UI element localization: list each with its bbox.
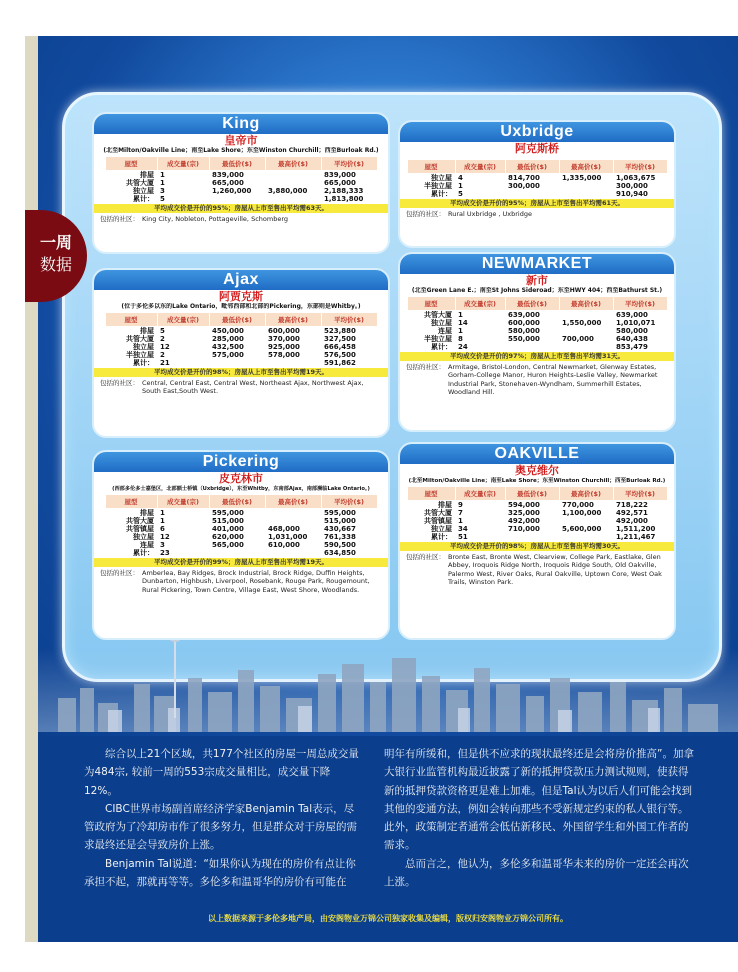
table-cell: 独立屋: [133, 533, 154, 541]
table-cell: 1: [458, 327, 463, 335]
table-cell: [559, 311, 613, 320]
table-cell: 594,000: [508, 501, 540, 509]
table-cell: [559, 343, 613, 351]
card-cn-title: 阿克斯桥: [515, 142, 559, 155]
table-cell: 51: [458, 533, 468, 541]
table-cell: 2: [160, 335, 165, 343]
table-cell: 14: [458, 319, 468, 327]
table-cell: [265, 171, 321, 180]
card-title: NEWMARKET: [400, 254, 674, 274]
table-row: [105, 525, 377, 533]
table-cell: 639,000: [616, 311, 648, 319]
communities-text: Amberlea, Bay Ridges, Brock Industrial, Brock Ridge, Duffin Heights, Dunbarton, Highbush, Liverpool, Rosebank, Rouge Park, Rougemount, Rural Pickering, Town Centre, Village East, West Shore, Woodlands.: [142, 569, 370, 594]
table-cell: 24: [458, 343, 468, 351]
table-row: [105, 343, 377, 351]
table-cell: 430,667: [324, 525, 356, 533]
table-cell: 492,000: [508, 517, 540, 525]
table-cell: [265, 195, 321, 203]
table-cell: 1,260,000: [212, 187, 252, 195]
col-header: 屋型: [105, 495, 157, 509]
table-row: [407, 343, 667, 351]
table-cell: 620,000: [212, 533, 244, 541]
communities: [400, 551, 674, 586]
table-row: [407, 174, 667, 183]
col-header: 屋型: [105, 313, 157, 327]
table-cell: 累计：: [431, 190, 452, 198]
table-cell: 23: [160, 549, 170, 557]
tab-line2: 数据: [39, 255, 72, 274]
table-cell: 34: [458, 525, 468, 533]
table-cell: 710,000: [508, 525, 540, 533]
table-cell: [559, 190, 613, 198]
card-title: Ajax: [94, 270, 388, 290]
table-cell: 300,000: [508, 182, 540, 190]
card-newmarket: [398, 252, 676, 432]
col-header: 最低价($): [505, 487, 559, 501]
average-note: 平均成交价是开价的98%；房屋从上市至售出平均需19天。: [94, 368, 388, 377]
table-cell: [559, 533, 613, 541]
table-cell: 580,000: [616, 327, 648, 335]
col-header: 最低价($): [505, 160, 559, 174]
table-cell: 1: [160, 509, 165, 517]
city-skyline-image: [38, 648, 738, 732]
table-cell: [265, 509, 321, 518]
table-cell: 666,458: [324, 343, 356, 351]
table-cell: 1: [160, 171, 165, 179]
table-cell: 370,000: [268, 335, 300, 343]
col-header: 成交量(宗): [455, 297, 505, 311]
communities-label: 包括的社区：: [406, 210, 445, 218]
card-ajax: [92, 268, 390, 438]
table-cell: 300,000: [616, 182, 648, 190]
table-cell: 独立屋: [133, 187, 154, 195]
table-row: [407, 517, 667, 525]
col-header: 最低价($): [209, 495, 265, 509]
table-cell: 580,000: [508, 327, 540, 335]
table-row: [105, 195, 377, 203]
table-cell: 4: [458, 174, 463, 182]
table-cell: 独立屋: [133, 343, 154, 351]
table-row: [407, 311, 667, 320]
table-cell: 共管镇屋: [424, 517, 452, 525]
card-uxbridge: [398, 120, 676, 248]
table-cell: 12: [160, 533, 170, 541]
table-cell: [209, 195, 265, 203]
table-row: [407, 327, 667, 335]
table-cell: 3,880,000: [268, 187, 308, 195]
table-cell: 1: [458, 182, 463, 190]
table-cell: 595,000: [212, 509, 244, 517]
table-cell: 432,500: [212, 343, 244, 351]
col-header: 成交量(宗): [157, 495, 209, 509]
card-pickering: [92, 450, 390, 640]
article-column-right: [384, 745, 696, 891]
table-row: [407, 190, 667, 198]
table-cell: 累计：: [431, 343, 452, 351]
table-cell: 共管大厦: [126, 517, 154, 525]
card-title: King: [94, 114, 388, 134]
col-header: 平均价($): [613, 297, 667, 311]
table-cell: 1: [160, 179, 165, 187]
table-row: [105, 533, 377, 541]
card-title: OAKVILLE: [400, 444, 674, 464]
table-cell: 665,000: [324, 179, 356, 187]
table-cell: 1,550,000: [562, 319, 602, 327]
col-header: 最高价($): [265, 495, 321, 509]
table-cell: 515,000: [212, 517, 244, 525]
table-row: [105, 549, 377, 557]
average-note: 平均成交价是开价的97%；房屋从上市至售出平均需31天。: [400, 352, 674, 361]
card-cn-title: 阿贾克斯: [219, 290, 263, 303]
table-row: [105, 327, 377, 336]
table-row: [407, 533, 667, 541]
average-note: 平均成交价是开价的99%；房屋从上市至售出平均需19天。: [94, 558, 388, 567]
card-subtitle: (北至Milton/Oakville Line；南至Lake Shore；东至Winston Churchill；西至Burloak Rd.): [408, 478, 666, 484]
table-cell: 285,000: [212, 335, 244, 343]
paragraph: Benjamin Tal说道：“如果你认为现在的房价有点让你承担不起，那就再等等。多伦多和温哥华的房价有可能在: [84, 857, 356, 889]
table-cell: 576,500: [324, 351, 356, 359]
table-cell: [505, 343, 559, 351]
average-note: 平均成交价是开价的98%；房屋从上市至售出平均需30天。: [400, 542, 674, 551]
table-cell: 515,000: [324, 517, 356, 525]
sales-table: [407, 486, 668, 541]
communities-text: King City, Nobleton, Pottageville, Schomberg: [142, 215, 289, 223]
table-cell: 2: [160, 351, 165, 359]
col-header: 最低价($): [505, 297, 559, 311]
communities-text: Bronte East, Bronte West, Clearview, College Park, Eastlake, Glen Abbey, Iroquois Ridge North, Iroquois Ridge South, Old Oakville, Palermo West, River Oaks, Rural Oakville, Uptown Core, West Oak Trails, Winston Park.: [448, 553, 662, 586]
average-note: 平均成交价是开价的95%；房屋从上市至售出平均需63天。: [94, 204, 388, 213]
col-header: 最低价($): [209, 313, 265, 327]
table-cell: 327,500: [324, 335, 356, 343]
paragraph: 综合以上21个区域，共177个社区的房屋一周总成交量为484宗, 较前一周的553宗成交量相比，成交量下降12%。: [84, 748, 359, 797]
table-cell: 5: [160, 195, 165, 203]
table-cell: 325,000: [508, 509, 540, 517]
table-cell: 401,000: [212, 525, 244, 533]
communities-label: 包括的社区：: [406, 363, 445, 371]
table-cell: 1,511,200: [616, 525, 656, 533]
table-cell: 590,500: [324, 541, 356, 549]
table-cell: [209, 359, 265, 367]
table-cell: 1: [458, 517, 463, 525]
table-cell: 1,211,467: [616, 533, 656, 541]
table-cell: 1: [458, 311, 463, 319]
table-cell: 7: [458, 509, 463, 517]
table-cell: 853,479: [616, 343, 648, 351]
table-cell: 523,880: [324, 327, 356, 335]
communities-label: 包括的社区：: [100, 379, 139, 387]
table-cell: 492,000: [616, 517, 648, 525]
card-king: [92, 112, 390, 254]
table-row: [105, 541, 377, 549]
sales-table: [105, 312, 378, 367]
table-cell: 610,000: [268, 541, 300, 549]
table-cell: 累计：: [133, 195, 154, 203]
communities: [94, 377, 388, 396]
col-header: 屋型: [407, 487, 455, 501]
col-header: 成交量(宗): [157, 157, 209, 171]
page-edge-strip: [25, 36, 38, 942]
communities-label: 包括的社区：: [406, 553, 445, 561]
table-cell: 600,000: [508, 319, 540, 327]
col-header: 平均价($): [321, 495, 377, 509]
col-header: 成交量(宗): [455, 487, 505, 501]
table-cell: 839,000: [212, 171, 244, 179]
table-row: [105, 179, 377, 187]
table-cell: 5: [160, 327, 165, 335]
col-header: 最高价($): [559, 160, 613, 174]
table-cell: 1,335,000: [562, 174, 602, 182]
table-cell: 共管大厦: [126, 335, 154, 343]
card-cn-title: 新市: [526, 274, 548, 287]
sales-table: [105, 494, 378, 557]
col-header: 平均价($): [613, 487, 667, 501]
col-header: 屋型: [407, 160, 455, 174]
table-cell: 独立屋: [431, 525, 452, 533]
table-cell: 640,438: [616, 335, 648, 343]
col-header: 最高价($): [265, 157, 321, 171]
table-row: [407, 501, 667, 510]
table-cell: 2,188,333: [324, 187, 364, 195]
sales-table: [407, 296, 668, 351]
communities-label: 包括的社区：: [100, 215, 139, 223]
table-cell: 492,571: [616, 509, 648, 517]
table-cell: 共管大厦: [126, 179, 154, 187]
table-row: [407, 319, 667, 327]
table-row: [105, 517, 377, 525]
paragraph: CIBC世界市场副首席经济学家Benjamin Tal表示，尽管政府为了冷却房市作了很多努力，但是群众对于房屋的需求最终还是会导致房价上涨。: [84, 802, 357, 852]
table-cell: 1,100,000: [562, 509, 602, 517]
table-cell: [505, 533, 559, 541]
col-header: 最高价($): [559, 487, 613, 501]
table-cell: 1,063,675: [616, 174, 656, 182]
table-cell: 639,000: [508, 311, 540, 319]
communities-text: Armitage, Bristol-London, Central Newmarket, Glenway Estates, Gorham-College Manor, Huron Heights-Leslie Valley, Newmarket Industrial Park, Stonehaven-Wyndham, Summerhill Estates, Woodland Hill.: [448, 363, 658, 396]
table-cell: 3: [160, 187, 165, 195]
communities: [400, 208, 674, 218]
table-cell: 565,000: [212, 541, 244, 549]
col-header: 最高价($): [265, 313, 321, 327]
col-header: 屋型: [105, 157, 157, 171]
table-cell: 600,000: [268, 327, 300, 335]
card-subtitle: (位于多伦多以东的Lake Ontario，毗邻西部和北部的Pickering，东部则是Whitby。): [121, 303, 361, 310]
table-cell: 累计：: [133, 359, 154, 367]
table-cell: 5,600,000: [562, 525, 602, 533]
communities: [400, 361, 674, 396]
average-note: 平均成交价是开价的95%；房屋从上市至售出平均需61天。: [400, 199, 674, 208]
table-cell: 5: [458, 190, 463, 198]
table-cell: 591,862: [324, 359, 356, 367]
table-cell: 半独立屋: [424, 335, 452, 343]
card-oakville: [398, 442, 676, 640]
source-footer: 以上数据来源于多伦多地产局，由安阁物业万锦公司独家收集及编辑，版权归安阁物业万锦公司所有。: [208, 914, 568, 923]
table-row: [407, 182, 667, 190]
table-cell: 排屋: [140, 327, 154, 335]
table-cell: 共管镇屋: [126, 525, 154, 533]
col-header: 平均价($): [321, 313, 377, 327]
table-cell: 排屋: [140, 509, 154, 517]
card-title: Uxbridge: [400, 122, 674, 142]
table-cell: 排屋: [140, 171, 154, 179]
table-cell: [265, 517, 321, 525]
table-cell: 761,338: [324, 533, 356, 541]
table-row: [407, 509, 667, 517]
col-header: 屋型: [407, 297, 455, 311]
table-cell: 独立屋: [431, 319, 452, 327]
table-row: [105, 509, 377, 518]
table-cell: 910,940: [616, 190, 648, 198]
col-header: 最低价($): [209, 157, 265, 171]
table-cell: 550,000: [508, 335, 540, 343]
table-cell: 连屋: [140, 541, 154, 549]
table-cell: 814,700: [508, 174, 540, 182]
table-row: [105, 351, 377, 359]
card-subtitle: (北至Milton/Oakville Line；南至Lake Shore；东至Winston Churchill；西至Burloak Rd.): [103, 147, 379, 154]
table-cell: 共管大厦: [424, 509, 452, 517]
table-cell: 半独立屋: [126, 351, 154, 359]
communities: [94, 567, 388, 594]
table-cell: 634,850: [324, 549, 356, 557]
card-subtitle: (西部多伦多士嘉堡区，北部额士桥镇（Uxbridge），东至Whitby，东南部Ajax，南部濒临Lake Ontario。): [112, 486, 370, 492]
table-cell: 665,000: [212, 179, 244, 187]
table-cell: 9: [458, 501, 463, 509]
card-cn-title: 皮克林市: [219, 472, 263, 485]
table-cell: 21: [160, 359, 170, 367]
article-body: [84, 745, 694, 895]
table-cell: 半独立屋: [424, 182, 452, 190]
table-cell: 1: [160, 517, 165, 525]
col-header: 成交量(宗): [157, 313, 209, 327]
table-cell: 1,031,000: [268, 533, 308, 541]
table-cell: 450,000: [212, 327, 244, 335]
table-cell: [505, 190, 559, 198]
card-title: Pickering: [94, 452, 388, 472]
table-cell: 578,000: [268, 351, 300, 359]
table-cell: [559, 327, 613, 335]
col-header: 平均价($): [321, 157, 377, 171]
paragraph: 总而言之，他认为，多伦多和温哥华未来的房价一定还会再次上涨。: [384, 857, 689, 889]
table-cell: 排屋: [438, 501, 452, 509]
table-cell: 575,000: [212, 351, 244, 359]
paragraph: 明年有所缓和，但是供不应求的现状最终还是会将房价推高”。加拿大银行业监管机构最近披露了新的抵押贷款压力测试规则，使获得新的抵押贷款资格更是难上加难。但是Tal认为以后人们可能会找到其他的变通方法，例如会转向那些不受新规定约束的私人银行等。此外，政策制定者通常会低估新移民、外国留学生和外国工作者的需求。: [384, 748, 694, 852]
communities-text: Rural Uxbridge , Uxbridge: [448, 210, 532, 218]
table-cell: 925,000: [268, 343, 300, 351]
table-row: [105, 335, 377, 343]
table-cell: 12: [160, 343, 170, 351]
table-cell: [559, 182, 613, 190]
table-cell: [559, 517, 613, 525]
communities-label: 包括的社区：: [100, 569, 139, 577]
table-cell: 3: [160, 541, 165, 549]
table-cell: 8: [458, 335, 463, 343]
sales-table: [105, 156, 378, 203]
col-header: 成交量(宗): [455, 160, 505, 174]
table-cell: 595,000: [324, 509, 356, 517]
table-cell: 独立屋: [431, 174, 452, 182]
article-column-left: [84, 745, 362, 891]
card-subtitle: (北至Green Lane E.；南至St Johns Sideroad；东至HWY 404；西至Bathurst St.): [411, 287, 663, 294]
table-cell: 6: [160, 525, 165, 533]
table-cell: 839,000: [324, 171, 356, 179]
table-cell: 累计：: [133, 549, 154, 557]
table-cell: 700,000: [562, 335, 594, 343]
communities: [94, 213, 388, 223]
sales-table: [407, 159, 668, 198]
card-cn-title: 奥克维尔: [515, 464, 559, 477]
table-cell: 1,010,071: [616, 319, 656, 327]
col-header: 平均价($): [613, 160, 667, 174]
table-cell: 共管大厦: [424, 311, 452, 319]
table-cell: [209, 549, 265, 557]
table-row: [105, 359, 377, 367]
table-cell: [265, 179, 321, 187]
table-cell: 770,000: [562, 501, 594, 509]
communities-text: Central, Central East, Central West, Northeast Ajax, Northwest Ajax, South East,South West.: [142, 379, 364, 396]
col-header: 最高价($): [559, 297, 613, 311]
table-cell: 连屋: [438, 327, 452, 335]
table-cell: [265, 549, 321, 557]
table-row: [407, 335, 667, 343]
table-cell: 累计：: [431, 533, 452, 541]
table-cell: 1,813,800: [324, 195, 364, 203]
table-cell: 468,000: [268, 525, 300, 533]
table-cell: [265, 359, 321, 367]
tab-line1: 一周: [39, 233, 72, 252]
table-row: [407, 525, 667, 533]
table-row: [105, 187, 377, 195]
table-cell: 718,222: [616, 501, 648, 509]
table-row: [105, 171, 377, 180]
card-cn-title: 皇帝市: [224, 134, 258, 147]
